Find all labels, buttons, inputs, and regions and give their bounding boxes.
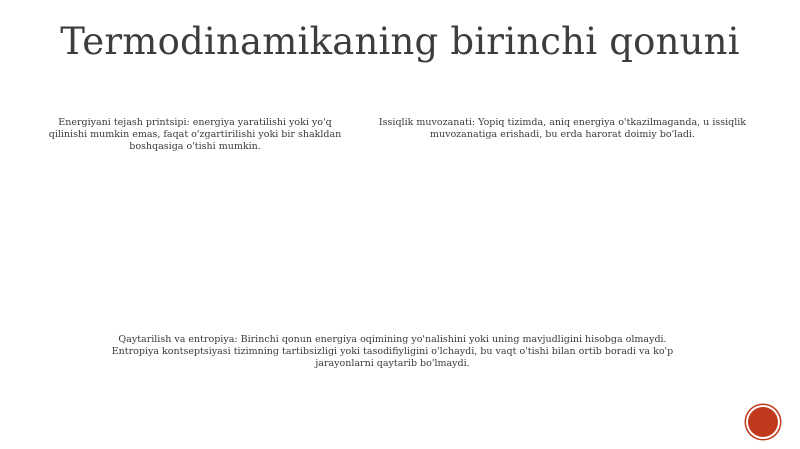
next-slide-button[interactable] xyxy=(748,407,778,437)
reversibility-entropy-text: Qaytarilish va entropiya: Birinchi qonun energiya oqimining yo'nalishini yoki uning mavjudligini hisobga olmaydi. Entropiya kontseptsiyasi tizimning tartibsizligi yoki tasodifiyligini o'lchaydi, bu vaqt o'tishi bilan ortib boradi va ko'p jarayonlarni qaytarib bo'lmaydi. xyxy=(111,334,674,369)
energy-conservation-text: Energiyani tejash printsipi: energiya yaratilishi yoki yo'q qilinishi mumkin emas, faqat o'zgartirilishi yoki bir shakldan boshqasiga o'tishi mumkin. xyxy=(48,117,342,152)
thermal-equilibrium-text: Issiqlik muvozanati: Yopiq tizimda, aniq energiya o'tkazilmaganda, u issiqlik muvozanatiga erishadi, bu erda harorat doimiy bo'ladi. xyxy=(378,117,747,140)
slide-title: Termodinamikaning birinchi qonuni xyxy=(60,20,740,63)
